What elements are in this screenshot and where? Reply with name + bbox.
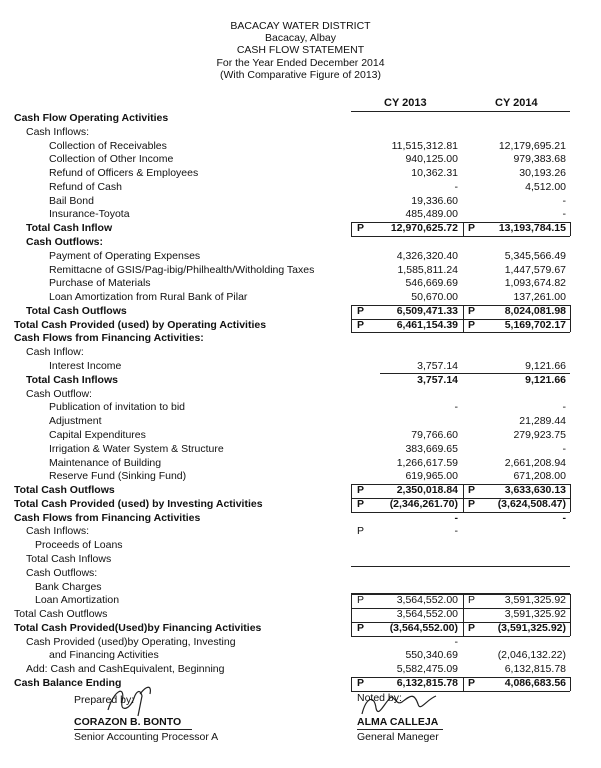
- value-2013: 10,362.31: [411, 167, 458, 180]
- value-2014: (2,046,132.22): [497, 649, 566, 662]
- value-2014: 1,093,674.82: [504, 277, 566, 290]
- value-2013: 79,766.60: [411, 428, 458, 441]
- row-label: Insurance-Toyota: [49, 208, 130, 221]
- statement-row: [0, 608, 601, 621]
- total-rule-vertical: [351, 484, 352, 498]
- statement-row: [0, 401, 601, 414]
- total-rule: [351, 319, 570, 320]
- value-2014: 137,261.00: [513, 291, 566, 304]
- total-rule: [351, 608, 570, 609]
- value-2014: -: [562, 194, 566, 207]
- value-2013: -: [454, 525, 458, 538]
- statement-period: For the Year Ended December 2014: [216, 57, 385, 69]
- row-label: Loan Amortization: [35, 594, 120, 607]
- value-2013: -: [454, 401, 458, 414]
- total-rule-vertical: [351, 594, 352, 608]
- statement-row: [0, 291, 601, 304]
- row-label: Collection of Other Income: [49, 153, 174, 166]
- value-2014: -: [562, 511, 566, 524]
- statement-row: [0, 167, 601, 180]
- total-rule-vertical: [351, 622, 352, 636]
- total-rule-vertical: [570, 484, 571, 498]
- row-label: Add: Cash and CashEquivalent, Beginning: [26, 663, 225, 676]
- statement-row: [0, 264, 601, 277]
- peso-sign-2013: P: [357, 304, 365, 317]
- value-2014: 9,121.66: [525, 373, 566, 386]
- total-rule: [351, 332, 570, 333]
- statement-row: [0, 553, 601, 566]
- row-label: and Financing Activities: [49, 649, 159, 662]
- value-2013: 2,350,018.84: [396, 484, 458, 497]
- row-label: Maintenance of Building: [49, 456, 162, 469]
- peso-sign-2014: P: [468, 318, 476, 331]
- value-2014: 21,289.44: [519, 415, 566, 428]
- statement-row: [0, 636, 601, 649]
- row-label: Bail Bond: [49, 194, 94, 207]
- total-rule: [351, 484, 570, 485]
- total-rule-vertical: [570, 608, 571, 622]
- row-label: Remittacne of GSIS/Pag-ibig/Philhealth/Witholding Taxes: [49, 263, 315, 276]
- row-label: Refund of Officers & Employees: [49, 167, 199, 180]
- row-label: Total Cash Inflow: [26, 222, 113, 235]
- statement-row: [0, 443, 601, 456]
- value-2014: 2,661,208.94: [504, 456, 566, 469]
- value-2014: 3,591,325.92: [504, 608, 566, 621]
- total-rule-vertical: [463, 484, 464, 498]
- statement-row: [0, 539, 601, 552]
- value-2014: 1,447,579.67: [504, 263, 566, 276]
- total-rule-vertical: [351, 608, 352, 622]
- org-name: BACACAY WATER DISTRICT: [230, 20, 371, 32]
- value-2014: 13,193,784.15: [498, 222, 566, 235]
- total-rule-vertical: [463, 222, 464, 236]
- value-2014: 979,383.68: [513, 153, 566, 166]
- value-2013: 546,669.69: [405, 277, 458, 290]
- value-2014: -: [562, 442, 566, 455]
- value-2013: 50,670.00: [411, 291, 458, 304]
- value-2013: 6,509,471.33: [396, 304, 458, 317]
- total-rule-vertical: [570, 498, 571, 512]
- row-label: Total Cash Outflows: [14, 608, 108, 621]
- statement-row: [0, 332, 601, 345]
- value-2013: -: [454, 180, 458, 193]
- total-rule-vertical: [570, 594, 571, 608]
- statement-row: [0, 126, 601, 139]
- statement-row: [0, 277, 601, 290]
- row-label: Adjustment: [49, 415, 102, 428]
- prepared-by-name: CORAZON B. BONTO: [74, 716, 182, 728]
- statement-row: [0, 677, 601, 690]
- peso-sign-2014: P: [468, 621, 476, 634]
- statement-row: [0, 429, 601, 442]
- noted-by-label: Noted by:: [357, 692, 402, 704]
- row-label: Proceeds of Loans: [35, 539, 123, 552]
- blank-rule: [351, 566, 570, 567]
- total-rule-vertical: [463, 622, 464, 636]
- row-label: Cash Provided (used)by Operating, Investing: [26, 635, 236, 648]
- value-2013: 940,125.00: [405, 153, 458, 166]
- statement-row: [0, 346, 601, 359]
- value-2013: 1,266,617.59: [396, 456, 458, 469]
- value-2013: -: [454, 635, 458, 648]
- total-rule-vertical: [570, 222, 571, 236]
- total-rule-vertical: [463, 498, 464, 512]
- total-rule-vertical: [570, 677, 571, 691]
- row-label: Total Cash Provided (used) by Investing Activities: [14, 497, 263, 510]
- value-2014: 30,193.26: [519, 167, 566, 180]
- row-label: Capital Expenditures: [49, 428, 146, 441]
- total-rule: [351, 222, 570, 223]
- row-label: Cash Outflow:: [26, 387, 92, 400]
- statement-row: [0, 498, 601, 511]
- row-label: Irrigation & Water System & Structure: [49, 442, 224, 455]
- total-rule-vertical: [463, 305, 464, 319]
- total-rule: [351, 236, 570, 237]
- row-label: Payment of Operating Expenses: [49, 249, 201, 262]
- statement-row: [0, 181, 601, 194]
- total-rule: [351, 512, 570, 513]
- row-label: Reserve Fund (Sinking Fund): [49, 470, 187, 483]
- value-2013: 6,461,154.39: [396, 318, 458, 331]
- value-2014: 4,086,683.56: [504, 676, 566, 689]
- value-2013: 485,489.00: [405, 208, 458, 221]
- statement-row: [0, 388, 601, 401]
- statement-row: [0, 236, 601, 249]
- value-2013: 6,132,815.78: [396, 676, 458, 689]
- peso-sign-2013: P: [357, 318, 365, 331]
- value-2014: 8,024,081.98: [504, 304, 566, 317]
- peso-sign-2013: P: [357, 484, 365, 497]
- total-rule-vertical: [351, 677, 352, 691]
- row-label: Total Cash Provided (used) by Operating Activities: [14, 318, 267, 331]
- statement-row: [0, 195, 601, 208]
- total-rule-vertical: [570, 305, 571, 319]
- row-label: Collection of Receivables: [49, 139, 167, 152]
- row-label: Bank Charges: [35, 580, 102, 593]
- value-2013: 3,564,552.00: [396, 608, 458, 621]
- value-2014: 9,121.66: [525, 360, 566, 373]
- peso-sign-2013: P: [357, 594, 365, 607]
- value-2014: (3,624,508.47): [497, 497, 566, 510]
- statement-row: [0, 470, 601, 483]
- total-rule-vertical: [351, 498, 352, 512]
- row-label: Cash Flows from Financing Activities:: [14, 332, 204, 345]
- total-rule-vertical: [463, 677, 464, 691]
- prepared-by-label: Prepared by:: [74, 694, 135, 706]
- blank-rule: [351, 593, 570, 594]
- value-2013: 619,965.00: [405, 470, 458, 483]
- row-label: Refund of Cash: [49, 180, 122, 193]
- row-label: Cash Balance Ending: [14, 676, 122, 689]
- value-2013: 5,582,475.09: [396, 663, 458, 676]
- noted-name-underline: [357, 729, 443, 730]
- statement-row: [0, 663, 601, 676]
- value-2014: 279,923.75: [513, 428, 566, 441]
- total-rule-vertical: [463, 319, 464, 333]
- prepared-name-underline: [74, 729, 192, 730]
- peso-sign-2014: P: [468, 484, 476, 497]
- column-header-cy2013: CY 2013: [384, 97, 427, 109]
- value-2013: (2,346,261.70): [389, 497, 458, 510]
- value-2014: 3,633,630.13: [504, 484, 566, 497]
- value-2014: (3,591,325.92): [497, 621, 566, 634]
- row-label: Publication of invitation to bid: [49, 401, 186, 414]
- peso-sign-2014: P: [468, 497, 476, 510]
- statement-row: [0, 457, 601, 470]
- column-header-cy2014: CY 2014: [495, 97, 538, 109]
- row-label: Interest Income: [49, 360, 122, 373]
- total-rule-vertical: [463, 608, 464, 622]
- peso-sign-2014: P: [468, 222, 476, 235]
- total-rule-vertical: [351, 305, 352, 319]
- statement-row: [0, 581, 601, 594]
- total-rule: [351, 622, 570, 623]
- total-rule-vertical: [570, 319, 571, 333]
- value-2014: 671,208.00: [513, 470, 566, 483]
- row-label: Total Cash Inflows: [26, 373, 118, 386]
- statement-row: [0, 360, 601, 373]
- total-rule: [351, 636, 570, 637]
- total-rule-vertical: [463, 594, 464, 608]
- org-location: Bacacay, Albay: [264, 32, 336, 44]
- row-label: Cash Inflows:: [26, 125, 90, 138]
- row-label: Purchase of Materials: [49, 277, 151, 290]
- value-2013: 12,970,625.72: [390, 222, 458, 235]
- total-rule: [351, 677, 570, 678]
- row-label: Cash Flow Operating Activities: [14, 112, 169, 124]
- statement-row: [0, 484, 601, 497]
- peso-sign-2014: P: [468, 594, 476, 607]
- value-2013: 1,585,811.24: [397, 263, 458, 276]
- total-rule: [351, 305, 570, 306]
- peso-sign-2013: P: [357, 676, 365, 689]
- statement-row: [0, 415, 601, 428]
- value-2014: 12,179,695.21: [498, 139, 566, 152]
- value-2013: -: [454, 511, 458, 524]
- row-label: Total Cash Outflows: [14, 484, 115, 497]
- peso-sign-2013: P: [357, 497, 365, 510]
- noted-by-title: General Maneger: [357, 731, 439, 743]
- value-2014: 5,169,702.17: [504, 318, 566, 331]
- peso-sign-2014: P: [468, 304, 476, 317]
- value-2013: 4,326,320.40: [396, 249, 458, 262]
- value-2013: 550,340.69: [405, 649, 458, 662]
- value-2014: 4,512.00: [525, 180, 566, 193]
- peso-sign-2013: P: [357, 525, 365, 538]
- row-label: Total Cash Outflows: [26, 304, 127, 317]
- statement-row: [0, 305, 601, 318]
- statement-row: [0, 208, 601, 221]
- value-2014: -: [562, 208, 566, 221]
- row-label: Cash Inflows:: [26, 525, 90, 538]
- total-rule: [351, 594, 570, 595]
- row-label: Cash Flows from Financing Activities: [14, 511, 201, 524]
- statement-row: [0, 649, 601, 662]
- value-2013: 3,564,552.00: [396, 594, 458, 607]
- noted-by-name: ALMA CALLEJA: [357, 716, 439, 728]
- statement-comparative: (With Comparative Figure of 2013): [219, 69, 382, 81]
- value-2014: 3,591,325.92: [504, 594, 566, 607]
- total-rule-vertical: [351, 319, 352, 333]
- peso-sign-2013: P: [357, 222, 365, 235]
- value-2014: 5,345,566.49: [504, 249, 566, 262]
- value-2013: 3,757.14: [417, 373, 458, 386]
- statement-title: CASH FLOW STATEMENT: [236, 44, 365, 56]
- statement-row: [0, 250, 601, 263]
- value-2013: 11,515,312.81: [391, 139, 458, 152]
- total-rule-vertical: [570, 622, 571, 636]
- statement-row: [0, 567, 601, 580]
- value-2013: 3,757.14: [417, 360, 458, 373]
- statement-row: [0, 319, 601, 332]
- total-rule-vertical: [351, 222, 352, 236]
- statement-row: [0, 512, 601, 525]
- statement-row: [0, 112, 601, 125]
- peso-sign-2014: P: [468, 676, 476, 689]
- row-label: Cash Inflow:: [26, 346, 84, 359]
- value-2013: (3,564,552.00): [389, 621, 458, 634]
- value-2014: -: [562, 401, 566, 414]
- row-label: Loan Amortization from Rural Bank of Pilar: [49, 291, 248, 304]
- row-label: Total Cash Inflows: [26, 552, 112, 565]
- row-label: Cash Outflows:: [26, 236, 104, 249]
- prepared-by-title: Senior Accounting Processor A: [74, 731, 219, 743]
- statement-row: [0, 374, 601, 387]
- statement-row: [0, 525, 601, 538]
- value-2013: 383,669.65: [405, 442, 458, 455]
- statement-row: [0, 153, 601, 166]
- total-rule: [351, 498, 570, 499]
- value-2013: 19,336.60: [411, 194, 458, 207]
- row-label: Total Cash Provided(Used)by Financing Activities: [14, 621, 262, 634]
- statement-row: [0, 222, 601, 235]
- statement-row: [0, 622, 601, 635]
- statement-row: [0, 594, 601, 607]
- row-label: Cash Outflows:: [26, 566, 98, 579]
- statement-row: [0, 140, 601, 153]
- value-2014: 6,132,815.78: [504, 663, 566, 676]
- peso-sign-2013: P: [357, 621, 365, 634]
- interest-rule: [380, 373, 570, 374]
